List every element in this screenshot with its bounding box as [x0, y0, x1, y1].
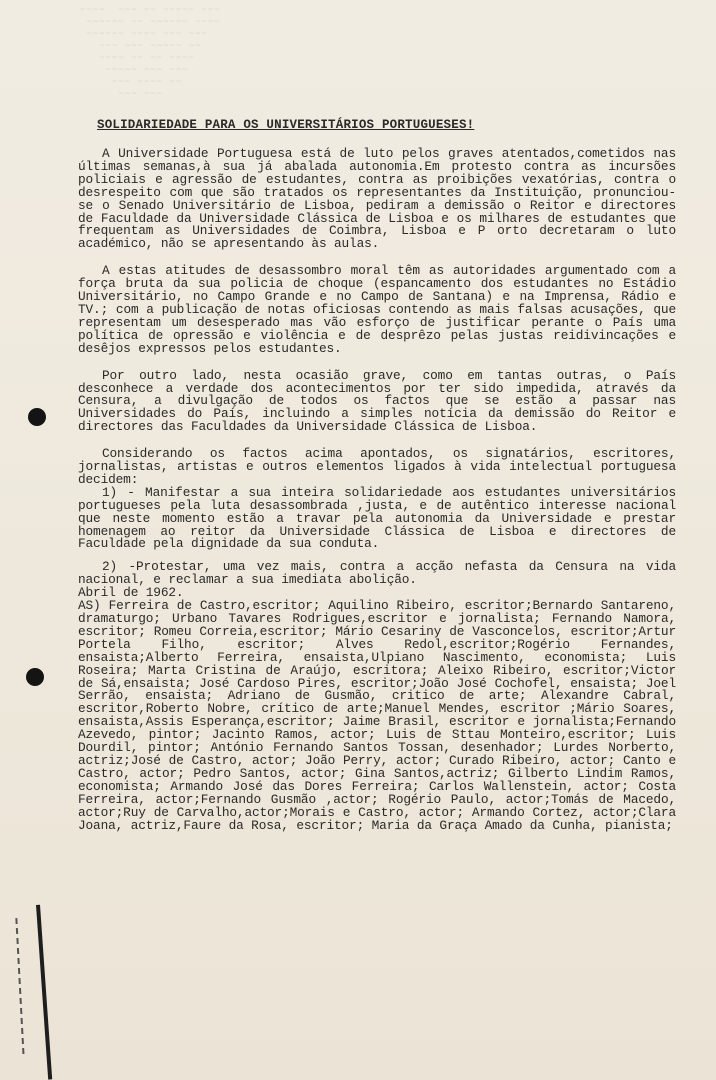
decision-item: 1) - Manifestar a sua inteira solidariedade aos estudantes universitários portugueses pela luta desassombrada ,justa, e de autêntico interesse nacional que neste momento estão a travar pela autonomia da Universidade e prestar homenagem ao reitor da Universidade Clássica de Lisboa e directores de Faculdade pela dignidade da sua conduta.: [78, 484, 676, 552]
paragraph: A Universidade Portuguesa está de luto pelos graves atentados,cometidos nas últimas semanas,à sua já abalada autonomia.Em protesto contra as incursões policiais e agressão de estudantes, contra as proibições vexatórias, contra o desrespeito com que são tratados os representantes da Instituição, pronunciou-se o Senado Universitário de Lisboa, pediram a demissão o Reitor e directores de Faculdade da Universidade Clássica de Lisboa e os milhares de estudantes que frequentam as Universidades de Coimbra, Lisboa e P orto decretaram o luto académico, não se apresentando às aulas.: [78, 146, 676, 252]
binding-mark: [36, 905, 52, 1080]
document-date: Abril de 1962.: [78, 585, 184, 601]
binding-mark-dashed: [15, 918, 24, 1058]
punch-hole-upper: [28, 408, 46, 426]
paragraph: Considerando os factos acima apontados, os signatários, escritores, jornalistas, artistas e outros elementos ligados à vida intelectual portuguesa decidem:: [78, 446, 676, 487]
document-title: SOLIDARIEDADE PARA OS UNIVERSITÁRIOS PORTUGUESES!: [97, 118, 475, 132]
decision-item: 2) -Protestar, uma vez mais, contra a acção nefasta da Censura na vida nacional, e reclamar a sua imediata abolição.: [78, 559, 676, 588]
document-body: [78, 148, 676, 832]
punch-hole-lower: [26, 668, 44, 686]
signatories-list: AS) Ferreira de Castro,escritor; Aquilino Ribeiro, escritor;Bernardo Santareno, dramaturgo; Urbano Tavares Rodrigues,escritor e jornalista; Fernando Namora, escritor; Romeu Correia,escritor; Mário Cesariny de Vasconcelos, escritor;Artur Portela Filho, escritor; Alves Redol,escritor;Rogério Fernandes, ensaista;Alberto Ferreira, ensaista,Ulpiano Nascimento, economista; Luis Roseira; Marta Cristina de Araújo, escritora; Aleixo Ribeiro, escritor;Victor de Sá,ensaista; José Cardoso Pires, escritor;João José Cochofel, ensaista; Joel Serrão, ensaista; Adriano de Gusmão, critico de arte; Alexandre Cabral, escritor,Roberto Nobre, crítico de arte;Manuel Mendes, escritor ;Mário Soares, ensaista,Assis Esperança,escritor; Jaime Brasil, escritor e jornalista;Fernando Azevedo, pintor; Jacinto Ramos, actor; Luis de Sttau Monteiro,escritor; Luis Dourdil, pintor; António Fernando Santos Tossan, desenhador; Lurdes Norberto, actriz;José de Castro, actor; João Perry, actor; Curado Ribeiro, actor; Canto e Castro, actor; Pedro Santos, actor; Gina Santos,actriz; Gilberto Lindim Ramos, economista; Armando José das Dores Ferreira; Carlos Wallenstein, actor; Costa Ferreira, actor;Fernando Gusmão ,actor; Rogério Paulo, actor;Tomás de Macedo, actor;Ruy de Carvalho,actor;Morais e Castro, actor; Armando Cortez, actor;Clara Joana, actriz,Faure da Rosa, escritor; Maria da Graça Amado da Cunha, pianista;: [78, 598, 676, 833]
show-through-text: ~~~~ ~~~ ~~ ~~~~~ ~~~ ~~~~~~ ~~ ~~~~~~ ~~~~ ~~~~~~ ~~~~ ~~~ ~~~ ~~~ ~~~ ~~~~~ ~~ ~~~~ ~~ ~~ ~~~~ ~~~~~ ~~~ ~~~ ~~~ ~~~~ ~~ ~~~ ~~~: [80, 5, 221, 99]
paragraph: Por outro lado, nesta ocasião grave, como em tantas outras, o País desconhece a verdade dos acontecimentos por ter sido impedida, através da Censura, a divulgação de todos os factos que se estão a passar nas Universidades do País, incluindo a simples notícia da demissão do Reitor e directores das Faculdades da Universidade Clássica de Lisboa.: [78, 367, 676, 435]
paragraph: A estas atitudes de desassombro moral têm as autoridades argumentado com a força bruta da sua policia de choque (espancamento dos estudantes no Estádio Universitário, no Campo Grande e no Campo de Santana) e na Imprensa, Rádio e TV.; com a publicação de notas oficiosas contendo as mais falsas acusações, que representam um desesperado mas vão esforço de justificar perante o País uma política de opressão e violência e de desprêzo pelas justas reidivincações e desêjos expressos pelos estudantes.: [78, 263, 676, 356]
